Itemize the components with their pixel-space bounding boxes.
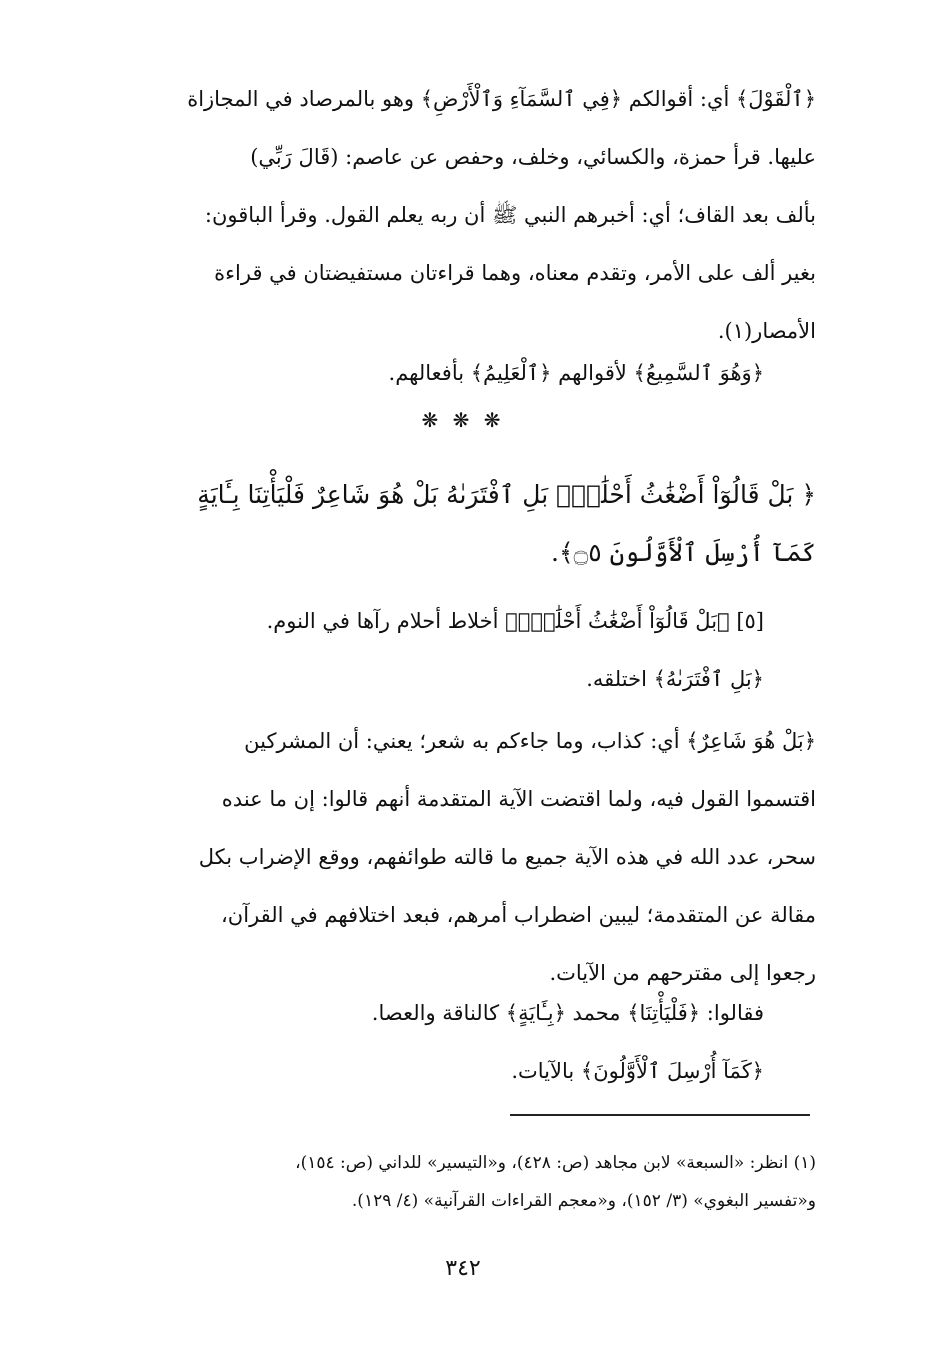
paragraph-2: [96, 344, 816, 402]
verse-line: كَمَآ أُرْسِلَ ٱلْأَوَّلُونَ ۝٥﴾.: [551, 538, 816, 567]
text-line: عليها. قرأ حمزة، والكسائي، وخلف، وحفص عن عاصم: (قَالَ رَبِّي): [250, 145, 816, 169]
verse-commentary: [96, 592, 816, 708]
text-line: رجعوا إلى مقترحهم من الآيات.: [549, 961, 816, 985]
paragraph-1: [96, 70, 816, 360]
text-line: فقالوا: ﴿فَلْيَأْتِنَا﴾ محمد ﴿بِـَٔايَةٍ﴾ كالناقة والعصا.: [371, 1001, 764, 1025]
text-line: ﴿كَمَآ أُرْسِلَ ٱلْأَوَّلُونَ﴾ بالآيات.: [511, 1059, 764, 1083]
text-line: ﴿وَهُوَ ٱلسَّمِيعُ﴾ لأقوالهم ﴿ٱلْعَلِيمُ﴾ بأفعالهم.: [388, 361, 764, 385]
footnote-line: (١) انظر: «السبعة» لابن مجاهد (ص: ٤٢٨)، و«التيسير» للداني (ص: ١٥٤)،: [295, 1153, 816, 1173]
paragraph-4: [96, 984, 816, 1100]
text-line: الأمصار(١).: [717, 319, 816, 343]
text-line: مقالة عن المتقدمة؛ ليبين اضطراب أمرهم، فبعد اختلافهم في القرآن،: [221, 903, 816, 927]
page-number: ٣٤٢: [445, 1256, 481, 1281]
section-separator: ❋ ❋ ❋: [421, 408, 505, 432]
verse-line: ﴿ بَلْ قَالُوٓاْ أَضْغَٰثُ أَحْلَٰمِۭ بَلِ ٱفْتَرَىٰهُ بَلْ هُوَ شَاعِرٌ فَلْيَأْتِنَا بِـَٔايَةٍ: [197, 480, 816, 509]
text-line: ﴿بَلْ هُوَ شَاعِرٌ﴾ أي: كذاب، وما جاءكم به شعر؛ يعني: أن المشركين: [244, 729, 816, 753]
footnote-line: و«تفسير البغوي» (٣/ ١٥٢)، و«معجم القراءات القرآنية» (٤/ ١٢٩).: [351, 1191, 816, 1211]
text-line: سحر، عدد الله في هذه الآية جميع ما قالته طوائفهم، ووقع الإضراب بكل: [198, 845, 816, 869]
text-line: بغير ألف على الأمر، وتقدم معناه، وهما قراءتان مستفيضتان في قراءة: [214, 261, 816, 285]
footnote-divider: [510, 1114, 810, 1116]
paragraph-3: [96, 712, 816, 1002]
text-line: اقتسموا القول فيه، ولما اقتضت الآية المتقدمة أنهم قالوا: إن ما عنده: [221, 787, 816, 811]
text-line: ﴿بَلِ ٱفْتَرَىٰهُ﴾ اختلقه.: [586, 667, 764, 691]
footnote: [96, 1144, 816, 1220]
quran-verse: [96, 466, 816, 582]
text-line: بألف بعد القاف؛ أي: أخبرهم النبي ﷺ أن ربه يعلم القول. وقرأ الباقون:: [204, 203, 816, 227]
text-line: [٥] ﴿بَلْ قَالُوٓاْ أَضْغَٰثُ أَحْلَٰمِۭ﴾ أخلاط أحلام رآها في النوم.: [266, 609, 764, 633]
text-line: ﴿ٱلْقَوْلَ﴾ أي: أقوالكم ﴿فِي ٱلسَّمَآءِ وَٱلْأَرْضِ﴾ وهو بالمرصاد في المجازاة: [187, 87, 816, 111]
